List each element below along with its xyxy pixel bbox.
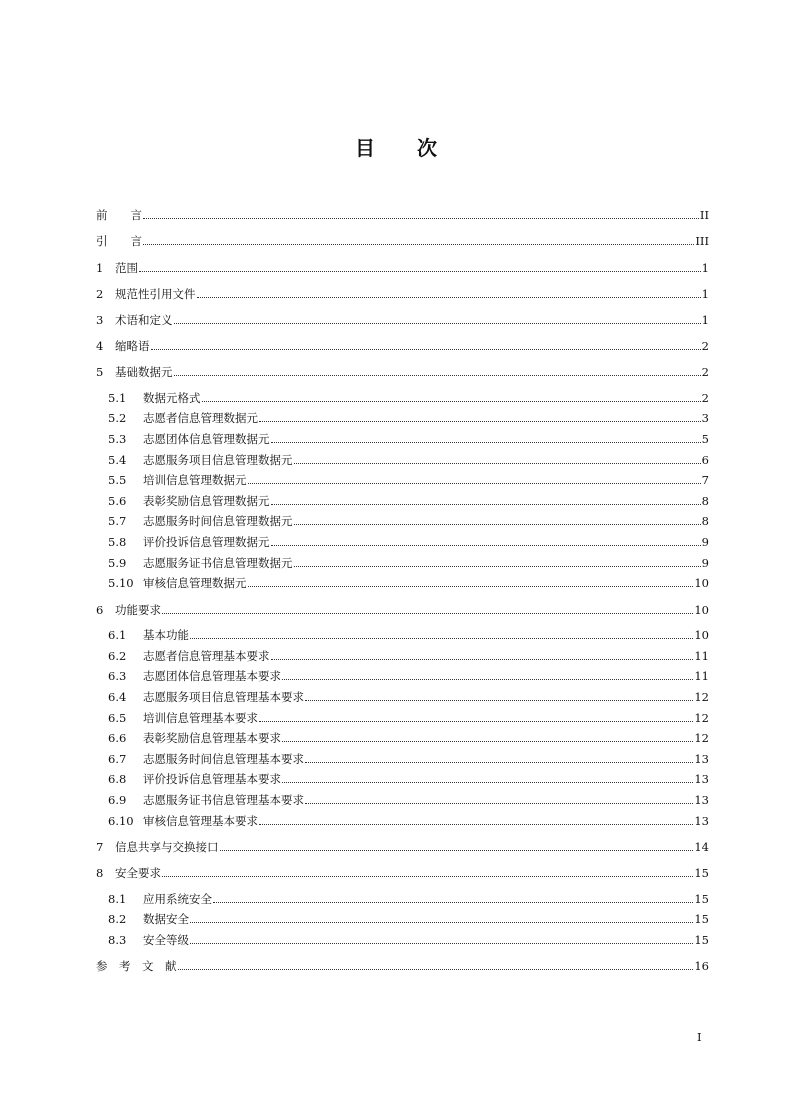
toc-entry[interactable] xyxy=(96,766,709,787)
toc-dot-leader xyxy=(143,244,694,245)
toc-entry-number: 8.2 xyxy=(108,912,127,927)
toc-entry-title: 志愿服务时间信息管理数据元 xyxy=(143,514,293,529)
toc-dot-leader xyxy=(190,922,693,923)
toc-entry-number: 8.1 xyxy=(108,891,127,906)
toc-entry-page: 11 xyxy=(694,669,709,684)
toc-entry[interactable] xyxy=(96,301,709,327)
toc-entry-title: 规范性引用文件 xyxy=(115,286,196,301)
toc-entry-title: 培训信息管理数据元 xyxy=(143,473,247,488)
toc-entry[interactable] xyxy=(96,947,709,974)
toc-entry-title: 志愿服务时间信息管理基本要求 xyxy=(143,751,304,766)
toc-entry-title: 志愿服务证书信息管理基本要求 xyxy=(143,792,304,807)
toc-entry-title: 参 考 文 献 xyxy=(96,959,177,974)
toc-entry-page: 7 xyxy=(701,473,709,488)
toc-dot-leader xyxy=(213,902,693,903)
toc-entry-title: 志愿团体信息管理数据元 xyxy=(143,432,270,446)
toc-entry-title: 志愿服务项目信息管理基本要求 xyxy=(143,689,304,704)
toc-entry-number: 6.3 xyxy=(108,669,127,684)
toc-entry-number: 5.3 xyxy=(108,432,127,446)
toc-dot-leader xyxy=(271,659,694,660)
toc-entry-title: 志愿者信息管理基本要求 xyxy=(143,648,270,663)
toc-entry[interactable] xyxy=(96,528,709,549)
toc-entry[interactable] xyxy=(96,725,709,746)
toc-dot-leader xyxy=(139,271,701,272)
toc-entry-title: 引 言 xyxy=(96,234,142,249)
toc-entry-number: 6.7 xyxy=(108,751,127,766)
toc-entry[interactable] xyxy=(96,854,709,880)
toc-dot-leader xyxy=(151,349,701,350)
toc-entry-title: 志愿服务证书信息管理数据元 xyxy=(143,555,293,570)
toc-dot-leader xyxy=(220,850,694,851)
toc-entry-number: 5 xyxy=(96,365,104,380)
toc-entry-title: 信息共享与交换接口 xyxy=(115,840,219,854)
toc-entry[interactable] xyxy=(96,786,709,807)
toc-entry[interactable] xyxy=(96,508,709,529)
toc-dot-leader xyxy=(178,969,694,970)
toc-entry-page: 12 xyxy=(694,689,709,704)
toc-entry-page: 12 xyxy=(694,710,709,725)
toc-entry-number: 5.8 xyxy=(108,534,127,549)
toc-entry-page: 1 xyxy=(701,260,709,275)
toc-dot-leader xyxy=(294,463,701,464)
toc-entry-title: 范围 xyxy=(115,260,138,275)
toc-dot-leader xyxy=(294,524,701,525)
toc-entry[interactable] xyxy=(96,745,709,766)
toc-entry-number: 6.6 xyxy=(108,731,127,746)
toc-dot-leader xyxy=(305,762,693,763)
toc-entry-number: 6.4 xyxy=(108,689,127,704)
toc-entry-page: 16 xyxy=(694,959,709,974)
toc-entry-page: 2 xyxy=(701,365,709,380)
toc-entry-page: 13 xyxy=(694,751,709,766)
toc-entry[interactable] xyxy=(96,425,709,446)
toc-entry-page: 5 xyxy=(701,432,709,446)
toc-entry-page: 14 xyxy=(694,840,709,854)
toc-entry[interactable] xyxy=(96,683,709,704)
toc-entry[interactable] xyxy=(96,379,709,405)
toc-entry-page: 11 xyxy=(694,648,709,663)
toc-entry-page: III xyxy=(695,234,709,249)
toc-entry-number: 5.1 xyxy=(108,390,127,405)
toc-entry-number: 6.10 xyxy=(108,813,134,828)
toc-entry-page: 2 xyxy=(701,339,709,354)
toc-dot-leader xyxy=(202,401,701,402)
toc-entry[interactable] xyxy=(96,248,709,274)
toc-dot-leader xyxy=(248,586,694,587)
toc-entry-title: 基本功能 xyxy=(143,628,189,643)
toc-dot-leader xyxy=(248,483,701,484)
toc-dot-leader xyxy=(282,782,693,783)
toc-entry[interactable] xyxy=(96,704,709,725)
toc-entry-title: 功能要求 xyxy=(115,602,161,617)
toc-dot-leader xyxy=(162,876,693,877)
toc-entry-title: 基础数据元 xyxy=(115,365,173,380)
toc-entry-page: 1 xyxy=(701,312,709,327)
toc-entry-page: 13 xyxy=(694,772,709,787)
toc-entry-page: 8 xyxy=(701,493,709,508)
toc-entry[interactable] xyxy=(96,807,709,828)
toc-entry[interactable] xyxy=(96,196,709,222)
toc-entry-title: 志愿团体信息管理基本要求 xyxy=(143,669,281,684)
toc-entry-page: 15 xyxy=(694,912,709,927)
toc-entry-number: 8 xyxy=(96,866,104,881)
toc-entry-title: 安全要求 xyxy=(115,866,161,881)
toc-dot-leader xyxy=(143,218,699,219)
toc-dot-leader xyxy=(259,421,701,422)
toc-entry-number: 5.7 xyxy=(108,514,127,529)
toc-entry[interactable] xyxy=(96,222,709,248)
toc-entry-title: 表彰奖励信息管理数据元 xyxy=(143,493,270,508)
toc-dot-leader xyxy=(259,824,693,825)
toc-dot-leader xyxy=(174,375,701,376)
toc-dot-leader xyxy=(162,613,693,614)
toc-entry-page: 13 xyxy=(694,813,709,828)
toc-entry-number: 7 xyxy=(96,840,104,854)
toc-entry-title: 数据安全 xyxy=(143,912,189,927)
toc-entry-page: 1 xyxy=(701,286,709,301)
toc-entry[interactable] xyxy=(96,353,709,379)
toc-entry[interactable] xyxy=(96,642,709,663)
toc-entry-number: 5.9 xyxy=(108,555,127,570)
page-title xyxy=(0,132,792,161)
toc-entry-number: 6.9 xyxy=(108,792,127,807)
toc-entry-number: 5.10 xyxy=(108,576,134,591)
toc-entry[interactable] xyxy=(96,549,709,570)
toc-entry-title: 安全等级 xyxy=(143,932,189,947)
toc-entry-title: 评价投诉信息管理基本要求 xyxy=(143,772,281,787)
toc-entry[interactable] xyxy=(96,590,709,617)
toc-entry-title: 缩略语 xyxy=(115,339,150,354)
toc-entry-page: 3 xyxy=(701,411,709,426)
toc-entry-number: 2 xyxy=(96,286,104,301)
toc-entry-title: 前 言 xyxy=(96,208,142,223)
title-char-1: 目 xyxy=(355,136,375,160)
toc-entry-number: 5.2 xyxy=(108,411,127,426)
toc-entry-title: 评价投诉信息管理数据元 xyxy=(143,534,270,549)
toc-entry-title: 表彰奖励信息管理基本要求 xyxy=(143,731,281,746)
toc-dot-leader xyxy=(271,504,701,505)
toc-entry-title: 数据元格式 xyxy=(143,390,201,405)
toc-entry-number: 5.5 xyxy=(108,473,127,488)
toc-entry[interactable] xyxy=(96,327,709,353)
toc-entry-page: 15 xyxy=(694,891,709,906)
toc-entry-page: II xyxy=(699,208,709,223)
toc-entry-page: 12 xyxy=(694,731,709,746)
toc-entry-title: 培训信息管理基本要求 xyxy=(143,710,258,725)
toc-entry-page: 13 xyxy=(694,792,709,807)
toc-entry[interactable] xyxy=(96,926,709,947)
toc-entry-title: 审核信息管理基本要求 xyxy=(143,813,258,828)
toc-dot-leader xyxy=(294,566,701,567)
toc-entry-number: 1 xyxy=(96,260,104,275)
toc-entry-number: 6.1 xyxy=(108,628,127,643)
toc-entry-title: 术语和定义 xyxy=(115,312,173,327)
toc-dot-leader xyxy=(190,943,693,944)
toc-entry-page: 6 xyxy=(701,452,709,467)
toc-entry-page: 10 xyxy=(694,628,709,643)
toc-dot-leader xyxy=(271,545,701,546)
toc-entry[interactable] xyxy=(96,880,709,906)
toc-entry-number: 8.3 xyxy=(108,932,127,947)
toc-entry-page: 15 xyxy=(694,932,709,947)
toc-entry-title: 审核信息管理数据元 xyxy=(143,576,247,591)
toc-entry[interactable] xyxy=(96,487,709,508)
toc-dot-leader xyxy=(305,700,693,701)
toc-entry-number: 5.6 xyxy=(108,493,127,508)
toc-entry-title: 志愿者信息管理数据元 xyxy=(143,411,258,426)
toc-entry-number: 6.5 xyxy=(108,710,127,725)
toc-entry-page: 10 xyxy=(694,576,709,591)
page-number: I xyxy=(697,1030,702,1044)
toc-dot-leader xyxy=(282,741,693,742)
toc-entry-page: 15 xyxy=(694,866,709,881)
toc-entry-number: 6.8 xyxy=(108,772,127,787)
toc-entry[interactable] xyxy=(96,663,709,684)
toc-dot-leader xyxy=(259,721,693,722)
toc-entry-page: 9 xyxy=(701,555,709,570)
toc-entry-page: 8 xyxy=(701,514,709,529)
toc-entry-number: 6.2 xyxy=(108,648,127,663)
toc-entry-page: 9 xyxy=(701,534,709,549)
toc-entry-page: 10 xyxy=(694,602,709,617)
toc-entry-page: 2 xyxy=(701,390,709,405)
toc-entry[interactable] xyxy=(96,906,709,927)
toc-dot-leader xyxy=(305,803,693,804)
toc-dot-leader xyxy=(174,323,701,324)
toc-entry-title: 应用系统安全 xyxy=(143,891,212,906)
toc-entry[interactable] xyxy=(96,467,709,488)
toc-dot-leader xyxy=(197,297,701,298)
toc-dot-leader xyxy=(190,638,693,639)
toc-entry-number: 6 xyxy=(96,602,104,617)
toc-entry[interactable] xyxy=(96,446,709,467)
toc-entry[interactable] xyxy=(96,828,709,855)
toc-dot-leader xyxy=(282,679,693,680)
title-char-2: 次 xyxy=(417,136,437,160)
toc-entry-number: 3 xyxy=(96,312,104,327)
toc-dot-leader xyxy=(271,442,701,443)
table-of-contents xyxy=(96,196,709,973)
toc-entry[interactable] xyxy=(96,570,709,591)
toc-entry[interactable] xyxy=(96,275,709,301)
toc-entry-number: 5.4 xyxy=(108,452,127,467)
toc-entry-title: 志愿服务项目信息管理数据元 xyxy=(143,452,293,467)
toc-entry[interactable] xyxy=(96,617,709,643)
toc-entry-number: 4 xyxy=(96,339,104,354)
toc-entry[interactable] xyxy=(96,405,709,426)
